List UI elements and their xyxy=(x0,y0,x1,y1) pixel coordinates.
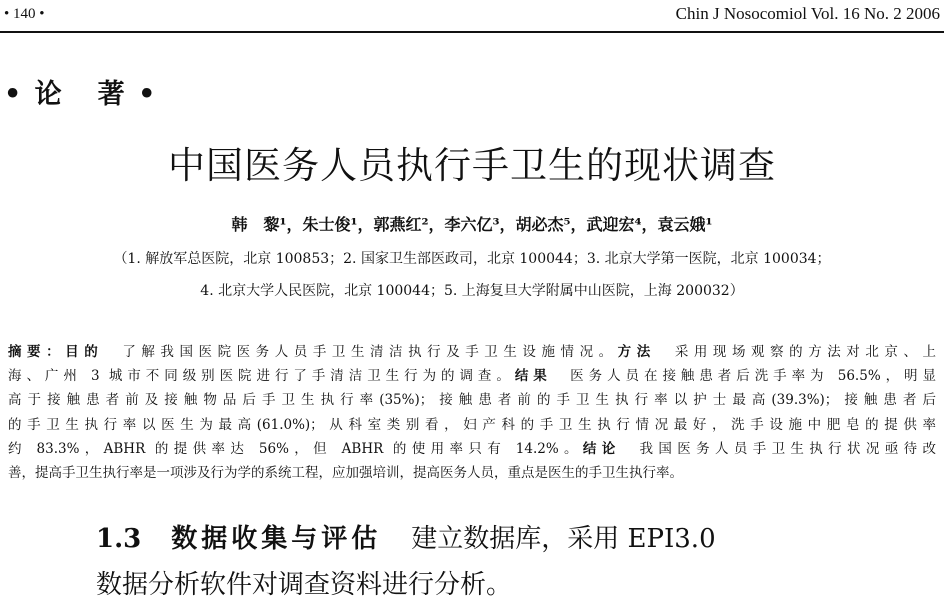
section-label-right: 著 • xyxy=(97,79,158,110)
abstract-line-5 xyxy=(8,437,936,461)
purpose-label: 目的 xyxy=(65,344,104,360)
abstract-line-2 xyxy=(8,364,936,388)
abstract xyxy=(8,340,936,485)
section-label-left: • 论 xyxy=(4,79,64,110)
conclusion-text-1: 我国医务人员手卫生执行状况亟待改 xyxy=(620,440,937,457)
purpose-text: 了解我国医院医务人员手卫生清洁执行及手卫生设施情况。 xyxy=(103,344,618,360)
affiliation-line-2: 4. 北京大学人民医院，北京 100044；5. 上海复旦大学附属中山医院，上海 200032） xyxy=(200,283,744,299)
page-number: • 140 • xyxy=(4,6,45,22)
result-text-1: 医务人员在接触患者后洗手率为 56.5%，明显 xyxy=(551,368,936,385)
subsection-1-3 xyxy=(96,516,716,601)
section-label xyxy=(4,72,157,111)
method-text-2: 海、广州 3 城市不同级别医院进行了手清洁卫生行为的调查。 xyxy=(8,368,515,385)
subsection-number: 1.3 xyxy=(96,524,142,554)
abstract-line-1 xyxy=(8,340,936,364)
result-text-4: 约 83.3%，ABHR 的提供率达 56%，但 ABHR 的使用率只有 14.2%。 xyxy=(8,440,583,457)
author-list: 韩 黎¹，朱士俊¹，郭燕红²，李六亿³，胡必杰⁵，武迎宏⁴，袁云娥¹ xyxy=(231,215,713,234)
subsection-line-1 xyxy=(96,516,716,562)
abstract-line-4: 的手卫生执行率以医生为最高(61.0%)；从科室类别看，妇产科的手卫生执行情况最好，洗手设施中肥皂的提供率 xyxy=(8,416,936,433)
abstract-line-6: 善，提高手卫生执行率是一项涉及行为学的系统工程，应加强培训，提高医务人员，重点是医生的手卫生执行率。 xyxy=(8,465,683,482)
method-label: 方法 xyxy=(617,344,656,360)
abstract-label: 摘要： xyxy=(8,344,66,360)
affiliation-line-1: （1. 解放军总医院，北京 100853；2. 国家卫生部医政司，北京 100044；3. 北京大学第一医院，北京 100034； xyxy=(113,251,831,267)
conclusion-label: 结论 xyxy=(582,440,621,457)
subsection-heading: 数据收集与评估 xyxy=(171,524,382,554)
subsection-text-1: 建立数据库，采用 EPI3.0 xyxy=(411,524,716,554)
subsection-line-2: 数据分析软件对调查资料进行分析。 xyxy=(96,570,513,600)
result-label: 结果 xyxy=(514,368,552,385)
header-rule xyxy=(0,31,944,33)
journal-citation: Chin J Nosocomiol Vol. 16 No. 2 2006 xyxy=(675,4,940,23)
abstract-line-3: 高于接触患者前及接触物品后手卫生执行率(35%)；接触患者前的手卫生执行率以护士最高(39.3%)；接触患者后 xyxy=(8,392,936,409)
running-header xyxy=(0,0,944,30)
article-title: 中国医务人员执行手卫生的现状调查 xyxy=(168,144,776,187)
method-text-1: 采用现场观察的方法对北京、上 xyxy=(655,344,937,360)
